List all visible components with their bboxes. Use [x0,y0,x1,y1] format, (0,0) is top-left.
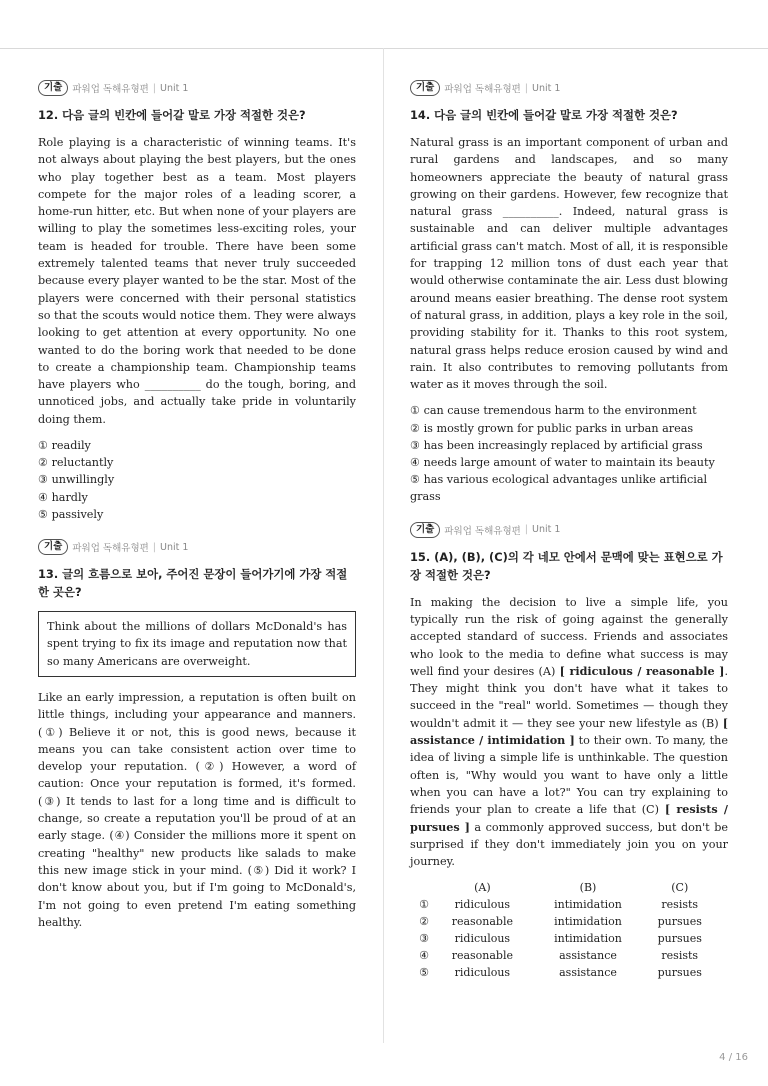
q14-options [410,402,728,505]
q12-title: 12. 다음 글의 빈칸에 들어갈 말로 가장 적절한 것은? [38,108,306,122]
q13-passage: Like an early impression, a reputation is often built on little things, including your appearance and manners. (①) Believe it or not, this is good news, because it means you can take consistent action over time to develop your reputation. (②) However, a word of caution: Once your reputation is formed, it's formed. (③) It tends to last for a long time and is difficult to change, so create a reputation you'll be proud of at an early stage. (④) Consider the millions more it spent on creating "healthy" new products like salads to make this new image stick in your mind. (⑤) Did it work? I don't know about you, but if I'm going to McDonald's, I'm not going to even pretend I'm eating something healthy. [38,690,356,929]
table-cell: reasonable [451,915,513,929]
q12-option: ④ hardly [38,490,88,504]
source-unit: Unit 1 [532,82,561,94]
table-row [416,913,716,930]
q14-option: ③ has been increasingly replaced by artificial grass [410,438,703,452]
table-cell: pursues [657,915,702,929]
table-row [416,947,716,964]
table-cell: ridiculous [454,932,511,946]
q15-source-tag [410,522,728,538]
q15-answer-table [416,879,716,981]
table-cell: pursues [657,932,702,946]
table-cell: intimidation [554,915,622,929]
exam-tag-badge: 기출 [410,80,440,96]
table-cell: intimidation [554,898,622,912]
q13-source-tag [38,539,356,555]
q12-option: ② reluctantly [38,456,114,470]
q12-passage: Role playing is a characteristic of winning teams. It's not always about playing the best players, but the ones who play together best as a team. Most players compete for the major roles of a leading scorer, a home-run hitter, etc. But when none of your players are willing to play the sometimes less-exciting roles, your team is headed for trouble. There have been some extremely talented teams that never truly succeeded because every player wanted to be the star. Most of the players were concerned with their personal statistics so that the scouts would notice them. They were always looking to get attention at every opportunity. No one wanted to do the boring work that needed to be done to create a championship team. Championship teams have players who __________ do the tough, boring, and unnoticed jobs, and actually take pride in voluntarily doing them. [38,136,356,426]
table-cell: assistance [559,966,617,980]
q15-header-cell: (B) [579,881,597,895]
table-row [416,964,716,981]
q12-option: ① readily [38,439,91,453]
q12-source-tag [38,80,356,96]
table-cell: intimidation [554,932,622,946]
right-column [410,80,728,981]
q14-option: ④ needs large amount of water to maintain its beauty [410,456,715,470]
q15-passage-part: a commonly approved success, but don't be surprised if they don't immediately join you on your journey. [410,820,728,869]
q15-choice-box-a: [ ridiculous / reasonable ] [559,663,725,678]
q15-passage-part: In making the decision to live a simple life, you typically run the risk of going against the generally accepted standard of success. Friends and associates who look to the media to define what success is may well find your desires (A) [410,595,728,678]
table-cell: reasonable [451,949,513,963]
q14-option: ⑤ has various ecological advantages unlike artificial grass [410,473,708,504]
top-rule [0,48,768,49]
q15-passage-part: . They might think you don't have what it takes to succeed in the "real" world. Sometimes — though they wouldn't admit it — they see your new lifestyle as (B) [410,664,728,730]
left-column [38,80,356,940]
q15-title: 15. (A), (B), (C)의 각 네모 안에서 문맥에 맞는 표현으로 가장 적절한 것은? [410,549,723,582]
table-cell: ⑤ [419,966,430,980]
q12-options [38,437,356,523]
q14-source-tag [410,80,728,96]
q13-title: 13. 글의 흐름으로 보아, 주어진 문장이 들어가기에 가장 적절한 곳은? [38,567,348,600]
table-cell: ② [419,915,430,929]
q14-option: ② is mostly grown for public parks in urban areas [410,421,694,435]
q13-given-sentence-box: Think about the millions of dollars McDonald's has spent trying to fix its image and reputation now that so many Americans are overweight. [38,611,356,677]
q12-option: ⑤ passively [38,507,104,521]
table-row [416,896,716,913]
table-cell: assistance [559,949,617,963]
source-book: 파워업 독해유형편 [444,525,521,537]
table-cell: ridiculous [454,898,511,912]
q15-passage-part: to their own. To many, the idea of living a simple life is unthinkable. The question often is, "Why would you want to have only a little when you can have a lot?" You can try explaining to friends your plan to create a life that (C) [410,734,728,817]
q15-table-header [416,879,716,896]
source-book: 파워업 독해유형편 [72,543,149,555]
q14-title: 14. 다음 글의 빈칸에 들어갈 말로 가장 적절한 것은? [410,108,678,122]
source-separator: | [524,524,528,536]
q15-passage [410,594,728,871]
page-number: 4 / 16 [719,1052,748,1063]
source-separator: | [152,82,156,94]
column-divider [383,48,384,1043]
source-separator: | [524,82,528,94]
q15-header-cell: (C) [671,881,689,895]
exam-tag-badge: 기출 [38,539,68,555]
q14-option: ① can cause tremendous harm to the environment [410,404,697,418]
table-cell: resists [661,949,699,963]
source-book: 파워업 독해유형편 [72,84,149,95]
source-unit: Unit 1 [160,541,189,553]
exam-tag-badge: 기출 [38,80,68,96]
source-separator: | [152,541,156,553]
q15-header-cell [416,879,432,896]
q14-passage: Natural grass is an important component of urban and rural gardens and landscapes, and so many homeowners appreciate the beauty of natural grass growing on their gardens. However, few recognize that natural grass __________. Indeed, natural grass is sustainable and can deliver multiple advantages artificial grass can't match. Most of all, it is responsible for trapping 12 million tons of dust each year that would otherwise contaminate the air. Less dust blowing around means easier breathing. The dense root system of natural grass, in addition, plays a key role in the soil, providing stability for it. Thanks to this root system, natural grass helps reduce erosion caused by wind and rain. It also contributes to removing pollutants from water as it moves through the soil. [410,136,728,392]
table-row [416,930,716,947]
q12-option: ③ unwillingly [38,473,115,487]
table-cell: ④ [419,949,430,963]
exam-tag-badge: 기출 [410,522,440,538]
q15-choice-box-b: [ assistance / intimidation ] [410,715,728,748]
table-cell: ③ [419,932,430,946]
source-unit: Unit 1 [532,524,561,536]
table-cell: resists [661,898,699,912]
q15-header-cell: (A) [474,881,491,895]
q15-choice-box-c: [ resists / pursues ] [410,802,728,834]
source-book: 파워업 독해유형편 [444,84,521,95]
table-cell: ridiculous [454,966,511,980]
table-cell: ① [419,898,430,912]
source-unit: Unit 1 [160,82,189,94]
table-cell: pursues [657,966,702,980]
